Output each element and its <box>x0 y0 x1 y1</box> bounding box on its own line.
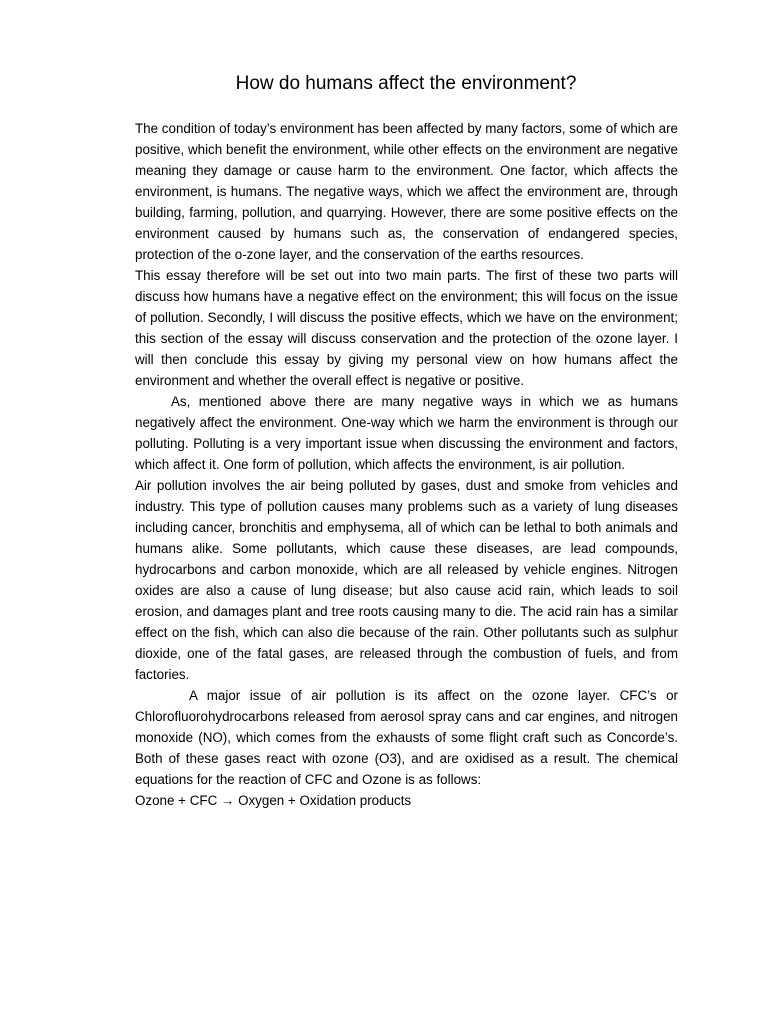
paragraph-air-pollution: Air pollution involves the air being polluted by gases, dust and smoke from vehicles and industry. This type of pollution causes many problems such as a variety of lung diseases including cancer, bronchitis and emphysema, all of which can be lethal to both animals and humans alike. Some pollutants, which cause these diseases, are lead compounds, hydrocarbons and carbon monoxide, which are all released by vehicle engines. Nitrogen oxides are also a cause of lung disease; but also cause acid rain, which leads to soil erosion, and damages plant and tree roots causing many to die. The acid rain has a similar effect on the fish, which can also die because of the rain. Other pollutants such as sulphur dioxide, one of the fatal gases, are released through the combustion of fuels, and from factories. <box>135 478 678 682</box>
paragraph-intro: The condition of today’s environment has been affected by many factors, some of which are positive, which benefit the environment, while other effects on the environment are negative meaning they damage or cause harm to the environment. One factor, which affects the environment, is humans. The negative ways, which we affect the environment are, through building, farming, pollution, and quarrying. However, there are some positive effects on the environment caused by humans such as, the conservation of endangered species, protection of the o-zone layer, and the conservation of the earths resources. <box>135 121 678 262</box>
document-title: How do humans affect the environment? <box>235 73 577 94</box>
document-body <box>135 118 678 811</box>
paragraph-essay-structure: This essay therefore will be set out into two main parts. The first of these two parts will discuss how humans have a negative effect on the environment; this will focus on the issue of pollution. Secondly, I will discuss the positive effects, which we have on the environment; this section of the essay will discuss conservation and the protection of the ozone layer. I will then conclude this essay by giving my personal view on how humans affect the environment and whether the overall effect is negative or positive. <box>135 268 678 388</box>
chemical-equation: Ozone + CFC → Oxygen + Oxidation products <box>135 793 412 808</box>
paragraph-ozone-layer: A major issue of air pollution is its affect on the ozone layer. CFC’s or Chlorofluorohydrocarbons released from aerosol spray cans and car engines, and nitrogen monoxide (NO), which comes from the exhausts of some flight craft such as Concorde’s. Both of these gases react with ozone (O3), and are oxidised as a result. The chemical equations for the reaction of CFC and Ozone is as follows: <box>135 688 678 787</box>
paragraph-negative-ways: As, mentioned above there are many negative ways in which we as humans negatively affect the environment. One-way which we harm the environment is through our polluting. Polluting is a very important issue when discussing the environment and factors, which affect it. One form of pollution, which affects the environment, is air pollution. <box>135 394 678 472</box>
